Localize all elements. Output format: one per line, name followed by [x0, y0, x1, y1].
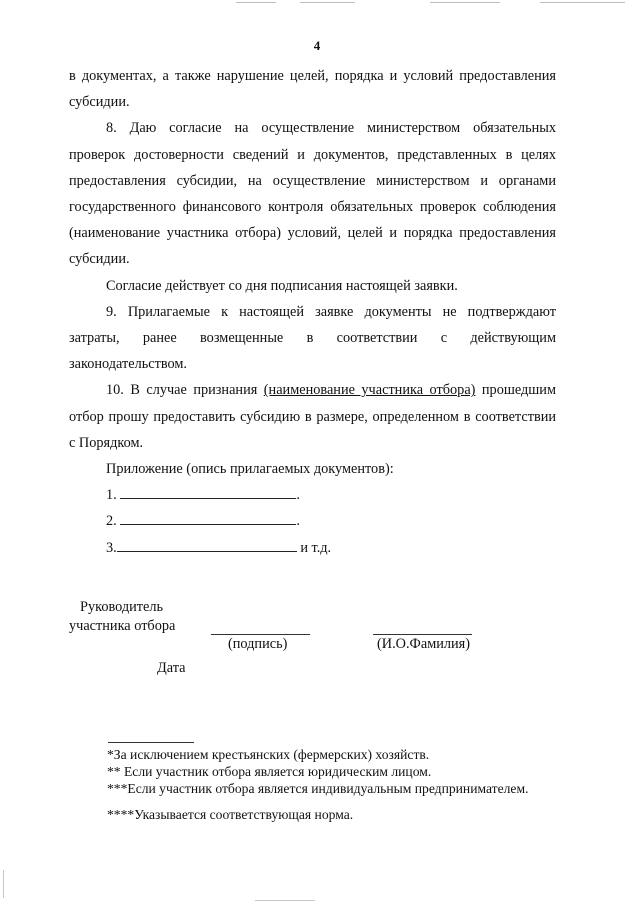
attachments-heading: Приложение (опись прилагаемых документов):	[106, 461, 394, 478]
paragraph-item-10	[69, 377, 556, 456]
attachment-item-3	[69, 535, 556, 561]
scan-artifact	[540, 2, 625, 3]
footnote-3: ***Если участник отбора является индивидуальным предпринимателем.	[107, 781, 529, 797]
name-caption: (И.О.Фамилия)	[377, 636, 471, 652]
paragraph-continuation: в документах, а также нарушение целей, порядка и условий предоставления субсидии.	[69, 68, 556, 111]
body-text	[69, 63, 556, 561]
scan-artifact	[300, 2, 355, 3]
date-label: Дата	[157, 660, 186, 676]
attachment-item-2	[69, 508, 556, 534]
attachment-blank-3	[117, 535, 297, 552]
attachment-number-2: 2.	[106, 513, 117, 530]
name-line	[373, 634, 472, 635]
attachment-item-1	[69, 482, 556, 508]
item10-start: 10. В случае признания	[106, 382, 264, 399]
signer-role-line1: Руководитель	[80, 599, 164, 615]
item10-end: прошедшим отбор прошу предоставить субсидию в размере, определенном в соответствии с Порядком.	[69, 382, 556, 451]
footnote-4: ****Указывается соответствующая норма.	[107, 806, 354, 822]
attachment-suffix-2: .	[296, 513, 300, 530]
scan-artifact	[236, 2, 276, 3]
scan-artifact	[430, 2, 500, 3]
attachment-suffix-3: и т.д.	[300, 539, 332, 556]
paragraph-consent-validity: Согласие действует со дня подписания настоящей заявки.	[106, 277, 458, 294]
page-number: 4	[313, 38, 321, 53]
signature-caption: (подпись)	[228, 636, 288, 652]
attachment-number-1: 1.	[106, 487, 117, 504]
attachment-suffix-1: .	[296, 487, 300, 504]
attachment-blank-2	[120, 508, 296, 525]
scan-artifact	[255, 900, 315, 901]
paragraph-item-9: 9. Прилагаемые к настоящей заявке документы не подтверждают затраты, ранее возмещенные в соответствии с действующим законодательством.	[69, 303, 556, 373]
footnotes	[69, 746, 556, 823]
signer-role-line2: участника отбора	[69, 618, 176, 634]
attachment-number-3: 3.	[106, 539, 117, 556]
paragraph-consent: 8. Даю согласие на осуществление министерством обязательных проверок достоверности сведений и документов, представленных в целях предоставления субсидии, на осуществление министерством и органами государственного финансового контроля обязательных проверок соблюдения (наименование участника отбора) условий, целей и порядка предоставления субсидии.	[69, 120, 556, 268]
footnote-separator	[108, 742, 194, 743]
signature-line	[211, 634, 310, 635]
scan-artifact	[3, 870, 4, 898]
footnote-2: ** Если участник отбора является юридическим лицом.	[107, 764, 432, 780]
footnote-1: *За исключением крестьянских (фермерских) хозяйств.	[107, 747, 430, 762]
participant-name-placeholder: (наименование участника отбора)	[263, 382, 476, 399]
attachment-blank-1	[120, 482, 296, 499]
